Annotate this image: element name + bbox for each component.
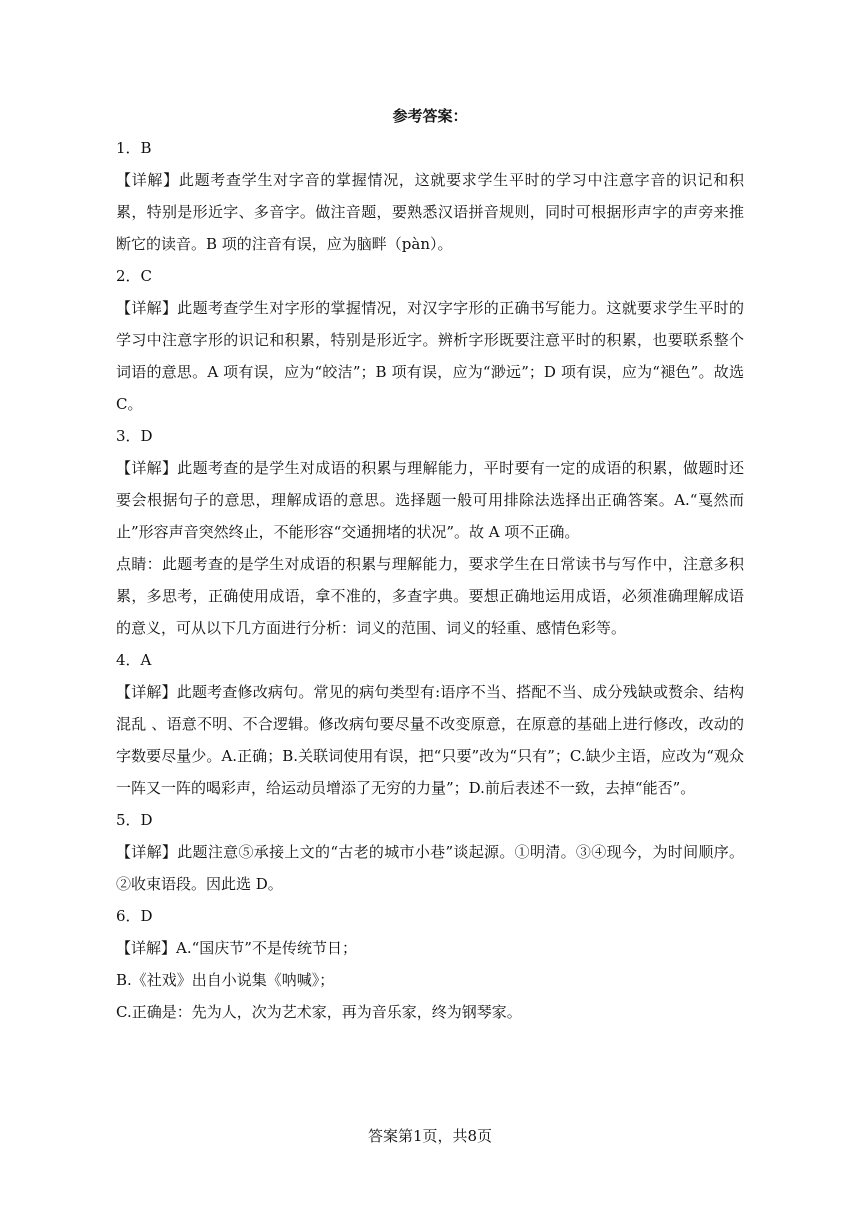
answer-explanation-line: C.正确是：先为人，次为艺术家，再为音乐家，终为钢琴家。 <box>116 1003 522 1021</box>
answer-explanation: 【详解】此题注意⑤承接上文的“古老的城市小巷”谈起源。①明清。③④现今，为时间顺序。②收束语段。因此选 D。 <box>116 843 744 893</box>
answer-explanation: 【详解】此题考查学生对字形的掌握情况，对汉字字形的正确书写能力。这就要求学生平时的学习中注意字形的识记和积累，特别是形近字。辨析字形既要注意平时的积累，也要联系整个词语的意思。A 项有误，应为“皎洁”；B 项有误，应为“渺远”；D 项有误，应为“褪色”。故选 C。 <box>116 299 744 413</box>
answer-list <box>116 132 744 1028</box>
answer-explanation-line: B.《社戏》出自小说集《呐喊》； <box>116 971 335 989</box>
answer-explanation: 【详解】此题考查的是学生对成语的积累与理解能力，平时要有一定的成语的积累，做题时还要会根据句子的意思，理解成语的意思。选择题一般可用排除法选择出正确答案。A.“戛然而止”形容声音突然终止，不能形容“交通拥堵的状况”。故 A 项不正确。 <box>116 459 744 541</box>
answer-number: 2．C <box>116 267 153 285</box>
page-title: 参考答案： <box>392 107 468 125</box>
answer-explanation: 【详解】A.“国庆节”不是传统节日； <box>116 939 357 957</box>
answer-explanation: 【详解】此题考查学生对字音的掌握情况，这就要求学生平时的学习中注意字音的识记和积累，特别是形近字、多音字。做注音题，要熟悉汉语拼音规则，同时可根据形声字的声旁来推断它的读音。B 项的注音有误，应为脑畔（pàn）。 <box>116 171 744 253</box>
answer-number: 5．D <box>116 811 153 829</box>
answer-number: 1．B <box>116 139 152 157</box>
answer-explanation: 【详解】此题考查修改病句。常见的病句类型有:语序不当、搭配不当、成分残缺或赘余、结构混乱 、语意不明、不合逻辑。修改病句要尽量不改变原意，在原意的基础上进行修改，改动的字数要尽量少。A.正确；B.关联词使用有误，把“只要”改为“只有”；C.缺少主语，应改为“观众一阵又一阵的喝彩声，给运动员增添了无穷的力量”；D.前后表述不一致，去掉“能否”。 <box>116 683 744 797</box>
answer-note: 点睛：此题考查的是学生对成语的积累与理解能力，要求学生在日常读书与写作中，注意多积累，多思考，正确使用成语，拿不准的，多查字典。要想正确地运用成语，必须准确理解成语的意义，可从以下几方面进行分析：词义的范围、词义的轻重、感情色彩等。 <box>116 555 744 637</box>
answer-number: 4．A <box>116 651 152 669</box>
page-footer: 答案第1页，共8页 <box>367 1127 493 1145</box>
answer-number: 6．D <box>116 907 153 925</box>
answer-number: 3．D <box>116 427 153 445</box>
